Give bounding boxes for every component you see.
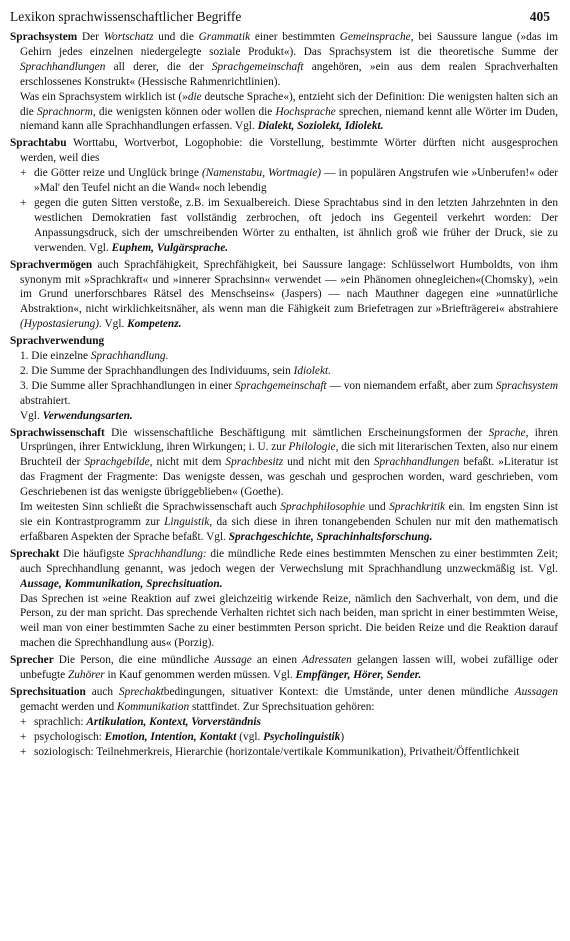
cross-reference-text: Sprachhandlung: (128, 547, 207, 560)
cross-reference-text: Sprachgebilde, (84, 456, 153, 469)
cross-reference-text: Sprachhandlungen (20, 60, 106, 73)
entry-text: — in populären Angstrufen wie »Unberufen!« oder »Mal' den Teufel nicht an die Wand« noch lebendig (34, 167, 558, 195)
entry-definition (10, 547, 558, 592)
entry-text: (vgl. (236, 730, 264, 743)
entry-definition (10, 136, 558, 166)
entry-paragraph (10, 90, 558, 135)
cross-reference-text: Sprachgeschichte, Sprachinhaltsforschung. (228, 530, 433, 543)
cross-reference-text: Emotion, Intention, Kontakt (104, 730, 237, 743)
entry-text: bedingungen, situativer Kontext: die Umstände, unter denen mündliche (163, 685, 515, 698)
entry-list (10, 30, 558, 760)
page-number: 405 (529, 9, 550, 24)
cross-reference-text: (Hypostasierung). (20, 318, 102, 331)
entry-text: ein. Im engsten Sinn ist sie ein Kontrastprogramm zur (20, 501, 559, 528)
lemma: Sprachtabu (10, 137, 67, 150)
entry-definition (10, 334, 558, 349)
lemma: Sprachverwendung (10, 335, 105, 348)
entry-paragraph (10, 500, 558, 545)
entry-text: 1. Die einzelne (20, 350, 91, 363)
entry-text: und (365, 501, 390, 514)
cross-reference-text: Hochsprache (275, 105, 336, 118)
cross-reference-text: Adressaten (302, 654, 352, 667)
entry-text: ihren Ursprüngen, ihrer Entwicklung, ihren Wirkungen; i. U. zur (20, 426, 558, 454)
entry-text: angehören, »ein aus dem realen Sprachverhalten erschlossenes Konstrukt« (Hessische Rahmenrichtlinien). (20, 60, 558, 88)
bullet-item (10, 730, 558, 745)
entry-text: gelangen lassen will, wobei zufällige oder unbefugte (20, 654, 558, 682)
cross-reference-text: Idiolekt. (293, 364, 331, 377)
cross-reference-text: Kommunikation (116, 700, 190, 713)
entry-text: die Götter reize und Unglück bringe (34, 167, 202, 180)
numbered-item (10, 364, 558, 379)
entry-definition (10, 426, 558, 501)
entry-text: Vgl. (20, 409, 43, 422)
entry-text: sprechen, niemand kennt alle Wörter im Duden, niemand kann alle Sprachhandlungen erfassen. Vgl. (20, 105, 558, 133)
entry-sprachverwendung (10, 334, 558, 423)
entry-text: an einen (251, 654, 303, 667)
lemma: Sprachwissenschaft (10, 426, 105, 439)
plus-bullet-icon: + (20, 745, 27, 758)
cross-reference-text: Sprache, (488, 426, 529, 439)
cross-reference-text: (Namenstabu, Wortmagie) (201, 167, 322, 180)
entry-definition (10, 653, 558, 683)
bullet-item (10, 745, 558, 760)
cross-reference-text: Gemeinsprache, (339, 31, 414, 43)
bullet-item (10, 196, 558, 256)
cross-reference-text: Sprachsystem (495, 379, 558, 392)
entry-text: 3. Die Summe aller Sprachhandlungen in einer (20, 379, 236, 392)
cross-reference-text: Zuhörer (68, 669, 105, 682)
entry-text: und nicht mit den (283, 456, 374, 469)
cross-reference-text: Aussage (214, 654, 252, 667)
cross-reference-text: Philologie, (288, 441, 339, 454)
bullet-item (10, 715, 558, 730)
running-header (10, 8, 558, 26)
lemma: Sprechsituation (10, 685, 86, 698)
cross-reference-text: Sprachgemeinschaft (211, 60, 304, 73)
entry-paragraph (10, 592, 558, 652)
entry-text: Die wissenschaftliche Beschäftigung mit sämtlichen Erscheinungsformen der (104, 426, 489, 439)
entry-text: die sich mit literarischen Texten, also nur einem Bruchteil der (20, 441, 558, 469)
entry-sprachvermögen (10, 258, 558, 333)
entry-text: auch (85, 685, 120, 698)
cross-reference-text: Euphem, Vulgärsprache. (111, 241, 229, 254)
entry-text: bei Saussure langue (»das im Gehirn jedes einzelnen niedergelegte soziale Produkt«). Das Sprachsystem ist die theoretische Summe der (20, 31, 558, 58)
entry-definition (10, 685, 558, 715)
entry-text: ) (340, 730, 345, 743)
entry-text: gegen die guten Sitten verstoße, z.B. im Sexualbereich. Diese Sprachtabus sind in den letzten Jahrzehnten in den westlichen Demokratien fast vollständig zerbrochen, oft jedoch ins Gegenteil verkehrt worden: Der Anpassungsdruck, sich der umschreibenden Wörter zu enthalten, ist ähnlich groß wie früher der Druck, sie zu verwenden. Vgl. (34, 196, 558, 254)
cross-reference-text: Grammatik (198, 31, 251, 43)
plus-bullet-icon: + (20, 167, 27, 180)
cross-reference-text: Dialekt, Soziolekt, Idiolekt. (257, 120, 384, 133)
numbered-item (10, 409, 558, 424)
entry-text: da sich diese in ihren tonangebenden Schulen nur mit den mathematisch erfaßbaren Aspekten der Sprache befaßt. Vgl. (20, 516, 558, 543)
entry-text: befaßt. »Literatur ist das Fragment der Fragmente: Das wenigste dessen, was geschah und gesprochen worden, ward geschrieben, vom Geschriebenen ist das wenigste übriggeblieben« (Goethe). (20, 456, 558, 499)
lemma: Sprecher (10, 654, 54, 667)
entry-text: deutsche Sprache«), entzieht sich der Definition: Die wenigsten halten sich an die (20, 90, 558, 118)
entry-text: und die (153, 31, 199, 43)
cross-reference-text: Artikulation, Kontext, Vorverständnis (86, 715, 261, 728)
cross-reference-text: die (187, 90, 202, 103)
entry-text: in Kauf genommen werden müssen. Vgl. (104, 669, 296, 682)
cross-reference-text: Empfänger, Hörer, Sender. (295, 669, 422, 682)
numbered-item (10, 379, 558, 409)
cross-reference-text: Kompetenz. (127, 318, 182, 331)
entry-text: 2. Die Summe der Sprachhandlungen des Individuums, sein (20, 364, 294, 377)
cross-reference-text: Psycholinguistik (263, 730, 341, 743)
entry-text: Der (77, 31, 104, 43)
lemma: Sprechakt (10, 547, 60, 560)
numbered-item (10, 349, 558, 364)
entry-text: Vgl. (101, 318, 128, 331)
cross-reference-text: Sprachphilosophie (280, 501, 366, 514)
cross-reference-text: Sprachnorm, (37, 105, 96, 118)
entry-text: Die häufigste (59, 547, 129, 560)
entry-text: Was ein Sprachsystem wirklich ist (» (20, 90, 188, 103)
entry-text: soziologisch: Teilnehmerkreis, Hierarchie (horizontale/vertikale Kommunikation), Privatheit/Öffentlichkeit (34, 745, 520, 758)
lemma: Sprachsystem (10, 31, 78, 43)
lemma: Sprachvermögen (10, 258, 93, 271)
cross-reference-text: Sprachhandlung. (90, 350, 169, 363)
cross-reference-text: Sprachkritik (389, 501, 446, 514)
entry-text: Das Sprechen ist »eine Reaktion auf zwei gleichzeitig wirkende Reize, nämlich den Sachverhalt, von dem, und die Person, zu der man spricht. Das sprechende Verhalten richtet sich nach beiden, man spricht in einer bestimmten Weise, weil man von einer bestimmten Sache zu einer bestimmten Person spricht. Die beiden Reize und die Reaktion darauf machen die Sprechhandlung aus« (Porzig). (20, 592, 558, 650)
cross-reference-text: Aussagen (514, 685, 558, 698)
cross-reference-text: Wortschatz (103, 31, 154, 43)
plus-bullet-icon: + (20, 715, 27, 728)
entry-text: psychologisch: (34, 730, 105, 743)
entry-sprachsystem (10, 30, 558, 134)
entry-sprachwissenschaft (10, 426, 558, 545)
bullet-item (10, 166, 558, 196)
entry-text: auch Sprachfähigkeit, Sprechfähigkeit, bei Saussure langage: Schlüsselwort Humboldts, von ihm synonym mit »Sprachkraft« und »innerer Sprachsinn« verwendet — »ein Phänomen ohnegleichen«(Chomsky), »ein im Grund unerforschbares Rätsel des Menschseins« (Jaspers) — nach Mauthner dagegen eine »unnatürliche Abstraktion«, nicht wirklichkeitsnäher, als wenn man die Fähigkeit zum Briefetragen zur »Briefträgerei« abstrahiere (20, 258, 558, 316)
cross-reference-text: Linguistik, (164, 516, 213, 528)
entry-definition (10, 30, 558, 90)
entry-sprecher (10, 653, 558, 683)
entry-text: nicht mit dem (152, 456, 226, 469)
entry-text: sprachlich: (34, 715, 87, 728)
running-title: Lexikon sprachwissenschaftlicher Begriffe (10, 9, 242, 24)
cross-reference-text: Sprachhandlungen (373, 456, 460, 469)
entry-sprachtabu (10, 136, 558, 255)
entry-text: Worttabu, Wortverbot, Logophobie: die Vorstellung, bestimmte Wörter dürften nicht ausgesprochen werden, weil dies (20, 137, 558, 165)
entry-text: Die Person, die eine mündliche (53, 654, 215, 667)
entry-text: abstrahiert. (20, 394, 71, 407)
entry-text: stattfindet. Zur Sprechsituation gehören: (189, 700, 375, 713)
entry-text: — von niemandem erfaßt, aber zum (326, 379, 496, 392)
entry-text: Im weitesten Sinn schließt die Sprachwissenschaft auch (20, 501, 281, 514)
entry-sprechakt (10, 547, 558, 651)
entry-text: die wenigsten können oder wollen die (95, 105, 276, 118)
entry-text: all derer, die der (105, 60, 212, 73)
plus-bullet-icon: + (20, 730, 27, 743)
cross-reference-text: Sprachbesitz (225, 456, 284, 469)
cross-reference-text: Sprechakt (119, 685, 164, 698)
cross-reference-text: Verwendungsarten. (42, 409, 133, 422)
cross-reference-text: Aussage, Kommunikation, Sprechsituation. (20, 577, 223, 590)
entry-sprechsituation (10, 685, 558, 760)
entry-text: einer bestimmten (250, 31, 340, 43)
entry-definition (10, 258, 558, 333)
cross-reference-text: Sprachgemeinschaft (235, 379, 327, 392)
plus-bullet-icon: + (20, 196, 27, 209)
entry-text: gemacht werden und (20, 700, 117, 713)
entry-text: die mündliche Rede eines bestimmten Menschen zu einer bestimmten Zeit; auch Sprechhandlung genannt, was jedoch wegen der Verwechslung mit Sprachhandlung unzweckmäßig ist. Vgl. (20, 547, 558, 575)
